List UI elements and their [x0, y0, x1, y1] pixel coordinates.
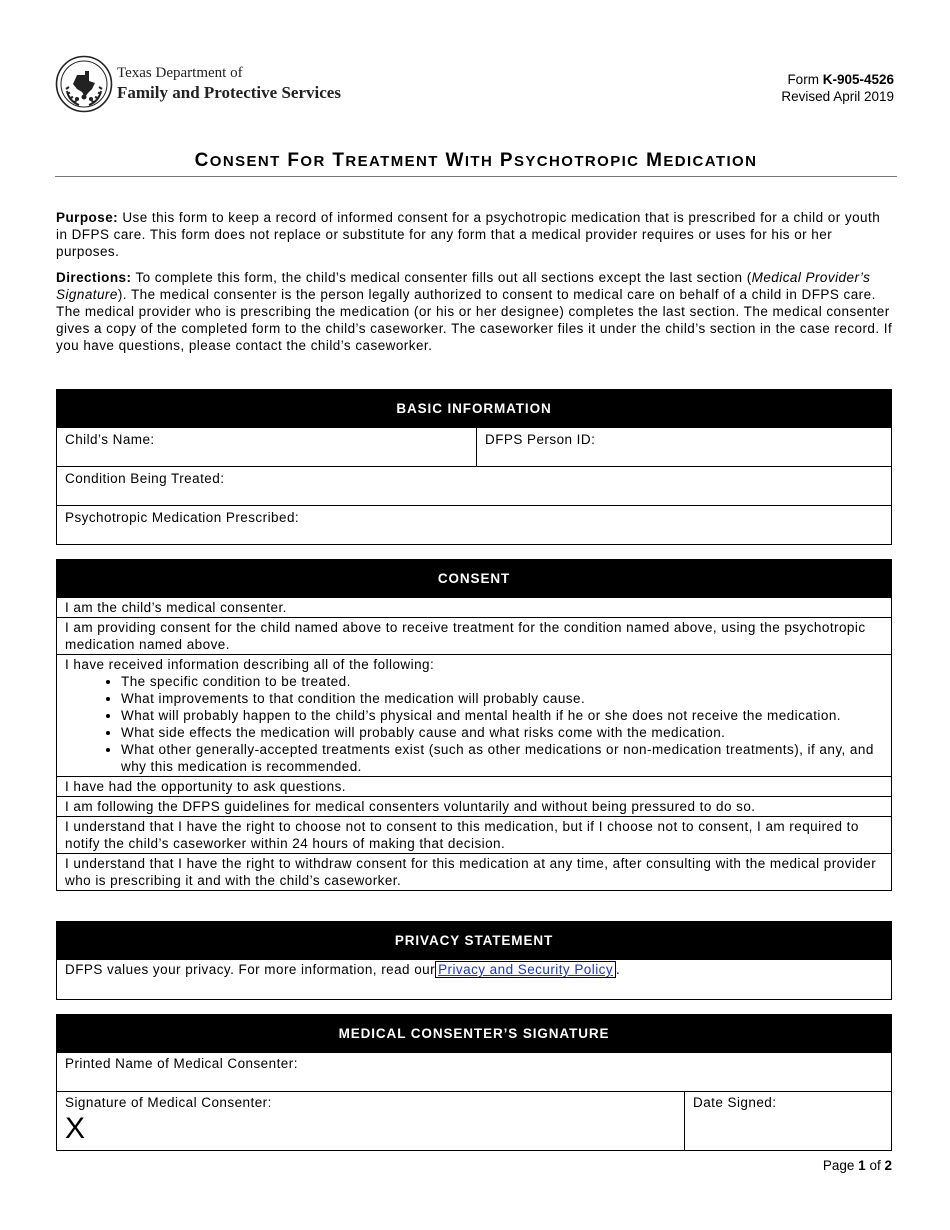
consent-statement-row [57, 816, 891, 853]
child-name-field[interactable] [57, 428, 476, 466]
privacy-text: DFPS values your privacy. For more information, read our [65, 962, 436, 977]
directions-italic: Medical Provider’s Signature [56, 270, 871, 302]
medication-row [57, 505, 891, 544]
date-signed-field[interactable] [684, 1092, 891, 1150]
condition-row [57, 466, 891, 505]
consent-bullet: • What side effects the medication will probably cause and what risks come with the medication. [121, 724, 883, 741]
consent-statement-2: I am providing consent for the child named above to receive treatment for the condition named above, using the psychotropic medication named above. [65, 620, 866, 652]
signature-section [56, 1014, 892, 1151]
consent-statement-3-intro: I have received information describing all of the following: [65, 657, 435, 672]
privacy-row [57, 959, 891, 999]
page-of: of [869, 1158, 881, 1173]
consent-statement-row [57, 654, 891, 776]
consent-section [56, 559, 892, 891]
form-prefix: Form [787, 72, 819, 87]
printed-name-label: Printed Name of Medical Consenter: [65, 1056, 298, 1071]
signature-label: Signature of Medical Consenter: [65, 1095, 272, 1110]
directions-text-before: To complete this form, the child’s medical consenter fills out all sections except the last section ( [135, 270, 752, 285]
consent-bullet: • The specific condition to be treated. [121, 673, 883, 690]
purpose-label: Purpose: [56, 210, 119, 225]
title-text: CONSENT FOR TREATMENT WITH PSYCHOTROPIC MEDICATION [194, 150, 758, 171]
privacy-section [56, 921, 892, 1000]
purpose-text: Use this form to keep a record of informed consent for a psychotropic medication that is prescribed for a child or youth in DFPS care. This form does not replace or substitute for any form that a medical provider requires or uses for his or her purposes. [56, 210, 881, 259]
consent-statement-row [57, 597, 891, 617]
page-prefix: Page [822, 1158, 855, 1173]
printed-name-row [57, 1052, 891, 1091]
consent-statement-3 [57, 655, 891, 776]
condition-label: Condition Being Treated: [65, 471, 225, 486]
basic-information-section [56, 389, 892, 545]
consent-bullet-list [65, 673, 883, 775]
dfps-logo [55, 55, 355, 115]
privacy-statement [57, 960, 891, 999]
consent-statement-row [57, 776, 891, 796]
org-name-line1: Texas Department of [117, 65, 243, 81]
consent-statement-row [57, 853, 891, 890]
dfps-seal-icon [55, 55, 113, 113]
consent-statement-7: I understand that I have the right to withdraw consent for this medication at any time, after consulting with the medical provider who is prescribing it and with the child’s caseworker. [65, 856, 877, 888]
form-number: K-905-4526 [822, 72, 894, 87]
consent-statement-4: I have had the opportunity to ask questions. [65, 779, 346, 794]
date-signed-label: Date Signed: [693, 1095, 777, 1110]
person-id-field[interactable] [476, 428, 891, 466]
signature-x-mark: X [65, 1112, 86, 1145]
page-number [823, 1158, 892, 1173]
consent-statement-row [57, 796, 891, 816]
signature-field[interactable] [57, 1092, 684, 1150]
signature-heading: MEDICAL CONSENTER’S SIGNATURE [57, 1015, 891, 1052]
revised-date: Revised April 2019 [781, 89, 894, 104]
title-divider [55, 176, 897, 177]
privacy-link-box [435, 961, 616, 978]
medication-label: Psychotropic Medication Prescribed: [65, 510, 300, 525]
directions-label: Directions: [56, 270, 132, 285]
form-number-block [781, 71, 894, 105]
consent-heading: CONSENT [57, 560, 891, 597]
org-name-line2: Family and Protective Services [117, 83, 341, 102]
printed-name-field[interactable] [57, 1053, 891, 1091]
signature-row [57, 1091, 891, 1150]
condition-field[interactable] [57, 467, 891, 505]
medication-field[interactable] [57, 506, 891, 544]
person-id-label: DFPS Person ID: [485, 432, 596, 447]
privacy-heading: PRIVACY STATEMENT [57, 922, 891, 959]
consent-statement-1: I am the child’s medical consenter. [65, 600, 287, 615]
purpose-paragraph [56, 209, 894, 260]
consent-statement-5: I am following the DFPS guidelines for medical consenters voluntarily and without being pressured to do so. [65, 799, 756, 814]
child-name-row [57, 427, 891, 466]
page-total: 2 [884, 1158, 892, 1173]
consent-statement-row [57, 617, 891, 654]
privacy-end: . [616, 962, 621, 977]
child-name-label: Child’s Name: [65, 432, 155, 447]
consent-bullet: • What will probably happen to the child’s physical and mental health if he or she does not receive the medication. [121, 707, 883, 724]
consent-bullet: • What other generally-accepted treatments exist (such as other medications or non-medication treatments), if any, and why this medication is recommended. [121, 741, 883, 775]
privacy-policy-link[interactable]: Privacy and Security Policy [438, 962, 614, 977]
consent-statement-6: I understand that I have the right to choose not to consent to this medication, but if I choose not to consent, I am required to notify the child’s caseworker within 24 hours of making that decision. [65, 819, 859, 851]
page-current: 1 [858, 1158, 866, 1173]
consent-bullet: • What improvements to that condition the medication will probably cause. [121, 690, 883, 707]
basic-information-heading: BASIC INFORMATION [57, 390, 891, 427]
directions-text-after: ). The medical consenter is the person legally authorized to consent to medical care on behalf of a child in DFPS care. The medical provider who is prescribing the medication (or his or her designee) completes the last section. The medical consenter gives a copy of the completed form to the child’s caseworker. The caseworker files it under the child’s section in the case record. If you have questions, please contact the child’s caseworker. [56, 287, 893, 353]
directions-paragraph [56, 269, 894, 354]
page-title [55, 150, 897, 172]
